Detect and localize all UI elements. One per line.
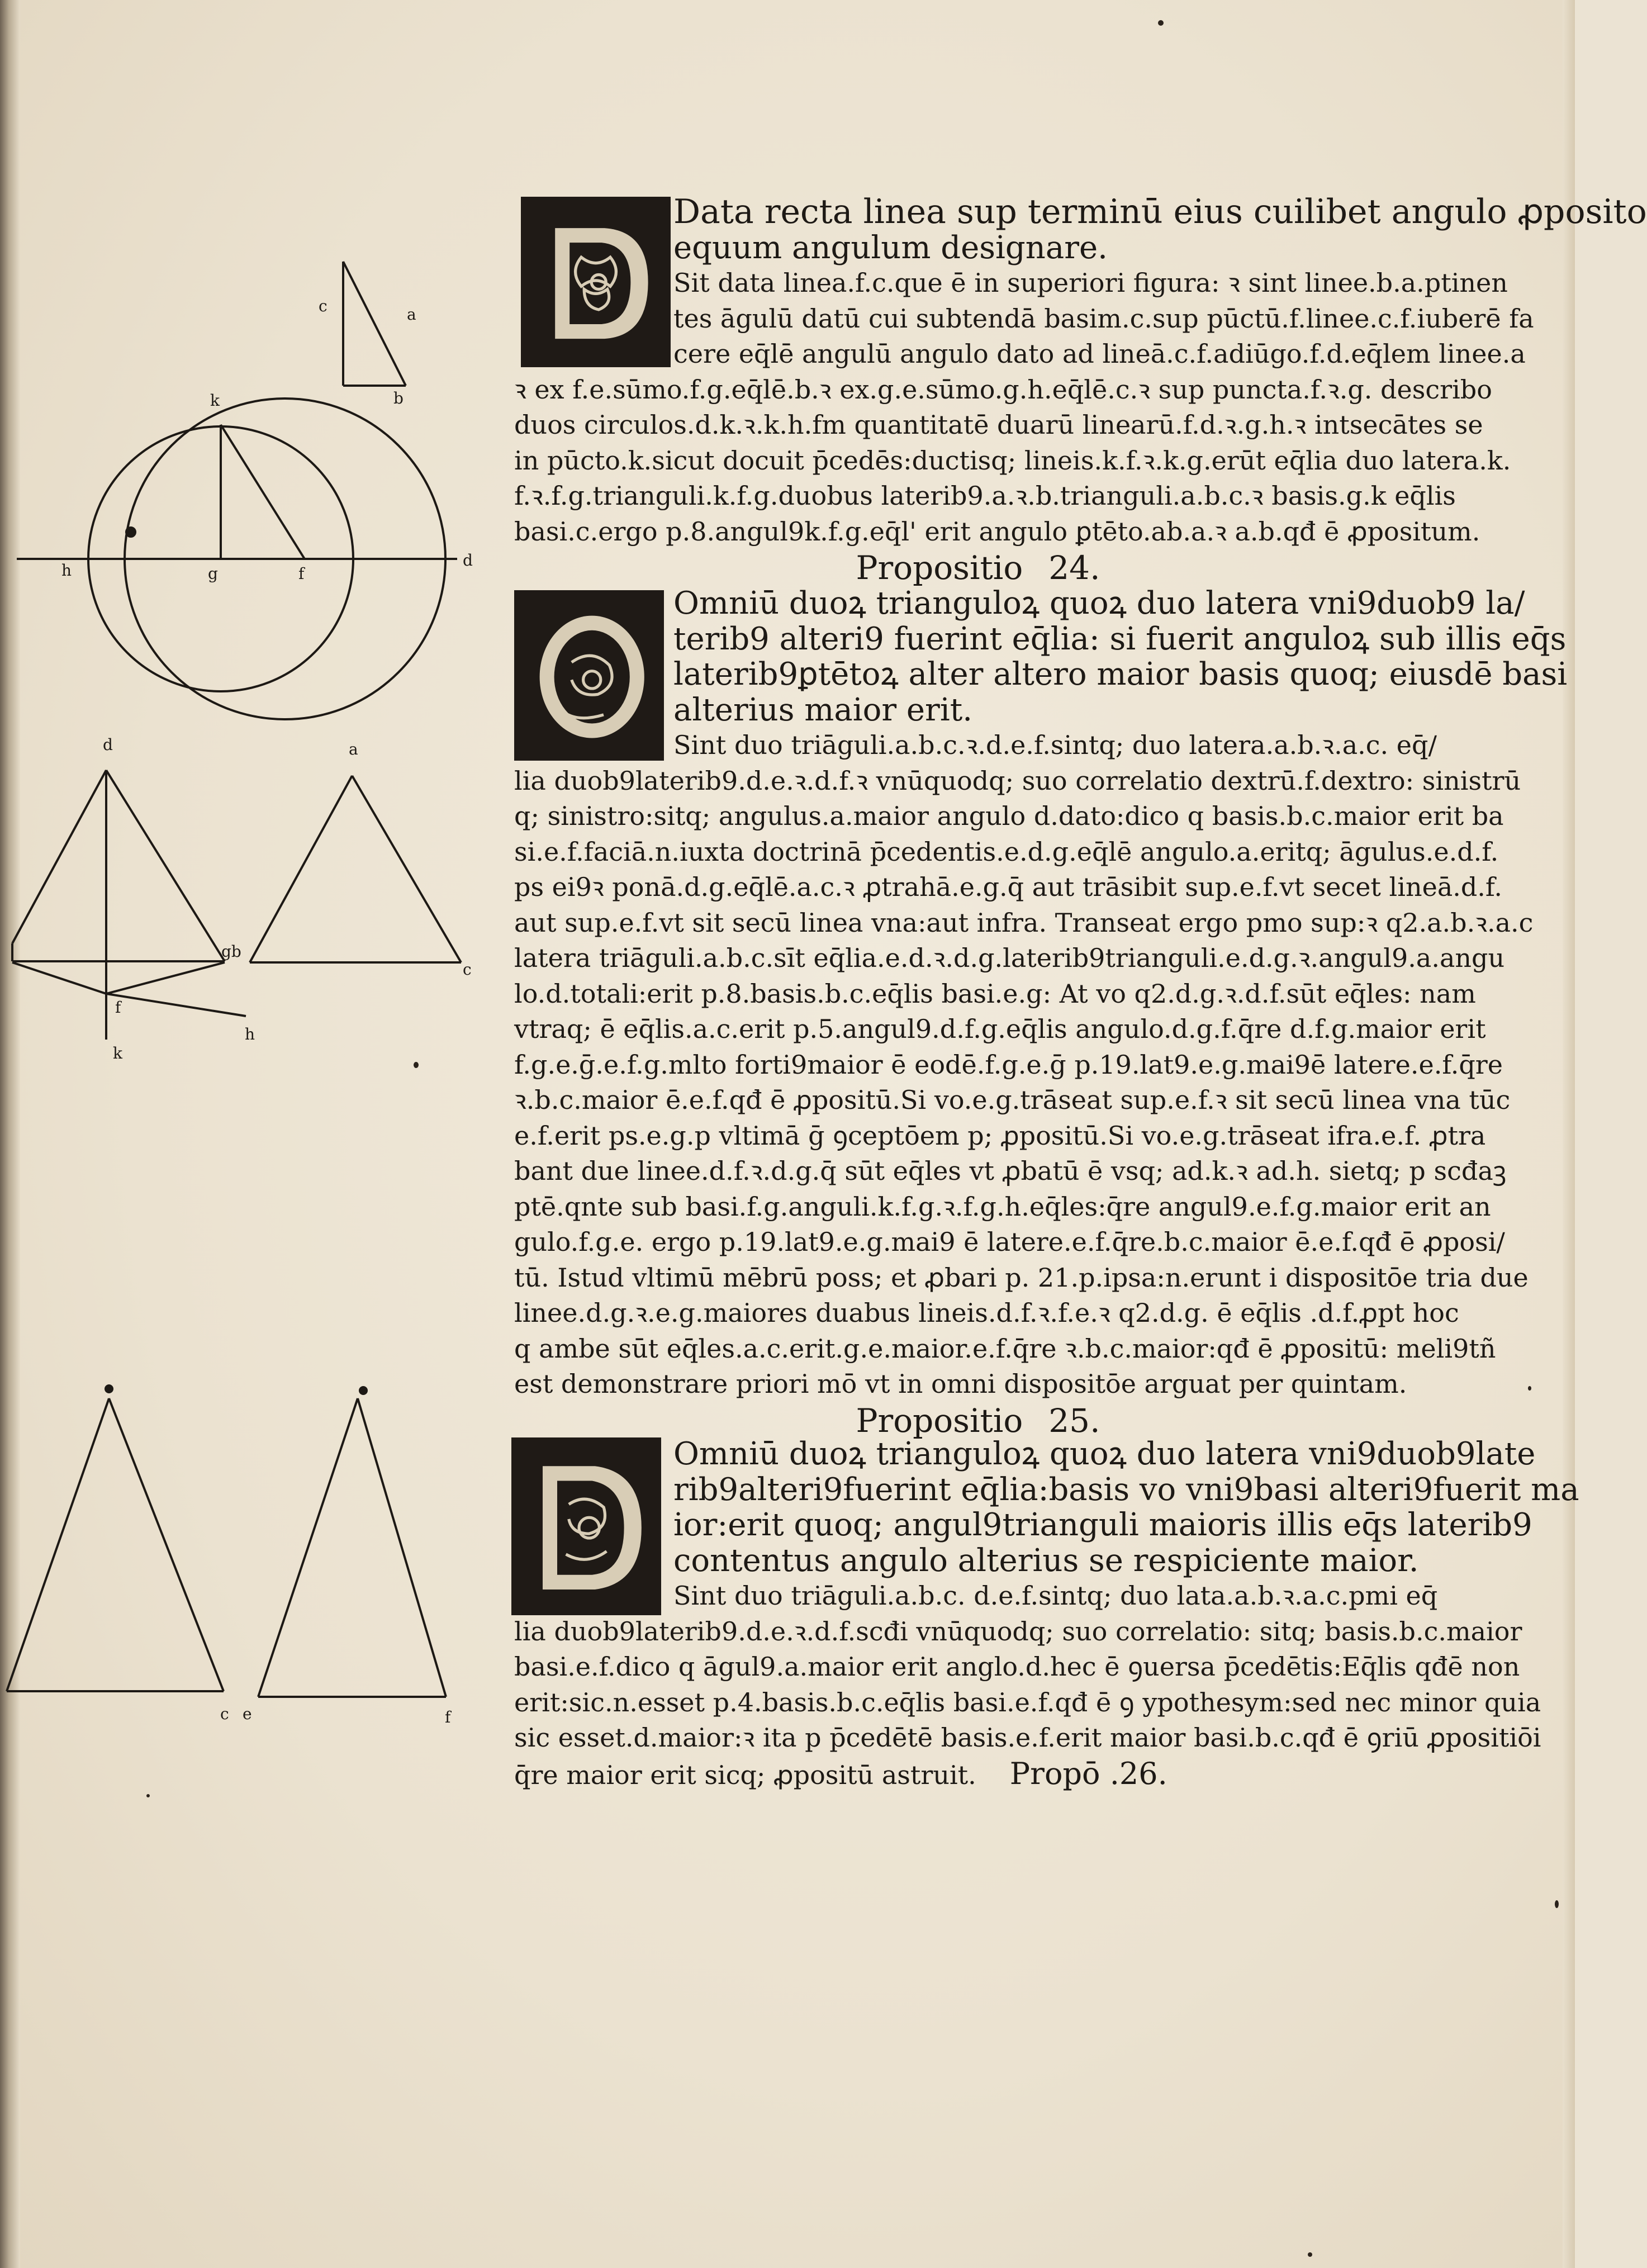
text-line: lo.d.totali:erit p.8.basis.b.c.eq̄lis basi.e.g: At vo q2.d.g.ꝛ.d.f.sūt eq̄les: nam	[514, 978, 1476, 1009]
text-line: Omniū duoꝝ trianguloꝝ quoꝝ duo latera vni9duob9late	[673, 1436, 1536, 1472]
text-line: ptē.qnte sub basi.f.g.anguli.k.f.g.ꝛ.f.g.h.eq̄les:q̄re angul9.e.f.g.maior erit an	[514, 1191, 1491, 1222]
text-line: vtraq; ē eq̄lis.a.c.erit p.5.angul9.d.f.g.eq̄lis angulo.d.g.f.q̄re d.f.g.maior erit	[514, 1014, 1486, 1044]
proposition-heading	[514, 1402, 1442, 1439]
fig-label: f	[445, 1708, 451, 1726]
text-line-content: q̄re maior erit sicq; ꝓpositū astruit.	[514, 1759, 976, 1790]
proposition-number: 25.	[1048, 1401, 1100, 1440]
fig-label: gb	[221, 942, 241, 961]
text-line: basi.c.ergo p.8.angul9k.f.g.eq̄l' erit angulo ꝑtēto.ab.a.ꝛ a.b.qđ ē ꝓpositum.	[514, 516, 1480, 547]
text-line: linee.d.g.ꝛ.e.g.maiores duabus lineis.d.f.ꝛ.f.e.ꝛ q2.d.g. ē eq̄lis .d.f.ꝓpt hoc	[514, 1298, 1459, 1328]
text-line: tes āgulū datū cui subtendā basim.c.sup pūctū.f.linee.c.f.iuberē fa	[673, 303, 1534, 334]
text-line: ps ei9ꝛ ponā.d.g.eq̄lē.a.c.ꝛ ꝓtrahā.e.g.q̄ aut trāsibit sup.e.f.vt secet lineā.d.f.	[514, 872, 1502, 902]
proposition-25-text	[514, 1436, 1579, 1791]
ink-spot	[1158, 20, 1164, 26]
fig-label: e	[243, 1705, 252, 1723]
text-line: lia duob9laterib9.d.e.ꝛ.d.f.ꝛ vnūquodq; suo correlatio dextrū.f.dextro: sinistrū	[514, 765, 1521, 796]
ink-spot	[146, 1794, 150, 1797]
text-line: terib9 alteri9 fuerint eq̄lia: si fuerit anguloꝝ sub illis eq̄s	[673, 620, 1567, 657]
fig-label: d	[463, 551, 473, 570]
fig-label: k	[210, 391, 220, 410]
fig-label: c	[319, 297, 327, 315]
ink-spot	[1555, 1900, 1559, 1908]
text-line: erit:sic.n.esset p.4.basis.b.c.eq̄lis basi.e.f.qđ ē ꝯ ypothesym:sed nec minor quia	[514, 1687, 1541, 1717]
fig-label: g	[208, 564, 218, 583]
proposition-heading	[514, 549, 1442, 586]
text-line: gulo.f.g.e. ergo p.19.lat9.e.g.mai9 ē latere.e.f.q̄re.b.c.maior ē.e.f.qđ ē ꝓposi/	[514, 1227, 1505, 1257]
text-line: Sit data linea.f.c.que ē in superiori figura: ꝛ sint linee.b.a.ptinen	[673, 268, 1508, 298]
text-line: equum angulum designare.	[673, 229, 1108, 266]
figure-two-triangles	[7, 1398, 446, 1697]
text-line: bant due linee.d.f.ꝛ.d.g.q̄ sūt eq̄les vt ꝓbatū ē vsq; ad.k.ꝛ ad.h. sietq; p scđaꝫ	[514, 1156, 1507, 1186]
text-line: laterib9ꝑtētoꝝ alter altero maior basis quoq; eiusdē basi	[673, 656, 1568, 692]
text-line: Sint duo triāguli.a.b.c.ꝛ.d.e.f.sintq; duo latera.a.b.ꝛ.a.c. eq̄/	[673, 730, 1437, 760]
next-proposition-reference: Propō .26.	[1009, 1755, 1167, 1791]
ink-spot	[1308, 2252, 1312, 2257]
proposition-24-text	[514, 585, 1568, 1440]
figure-two-circles	[17, 398, 457, 719]
figure-right-triangle	[343, 262, 406, 386]
text-line: est demonstrare priori mō vt in omni dispositōe arguat per quintam.	[514, 1369, 1407, 1399]
text-line: sic esset.d.maior:ꝛ ita p p̄cedētē basis.e.f.erit maior basi.b.c.qđ ē ꝯriū ꝓpositiōi	[514, 1723, 1541, 1753]
text-line: contentus angulo alterius se respiciente maior.	[673, 1542, 1419, 1579]
text-line: q; sinistro:sitq; angulus.a.maior angulo d.dato:dico q basis.b.c.maior erit ba	[514, 801, 1504, 831]
proposition-title: Propositio	[856, 1401, 1023, 1440]
text-line: Data recta linea sup terminū eius cuilibet angulo ꝓposito	[673, 192, 1647, 231]
fig-label: c	[463, 960, 472, 979]
fig-label: b	[393, 389, 404, 407]
proposition-23-text	[514, 192, 1647, 587]
text-line: Sint duo triāguli.a.b.c. d.e.f.sintq; duo lata.a.b.ꝛ.a.c.pmi eq̄	[673, 1581, 1438, 1611]
fig-label: a	[407, 305, 416, 324]
ink-spot	[1528, 1386, 1531, 1391]
fig-label: h	[245, 1025, 255, 1043]
proposition-number: 24.	[1048, 549, 1100, 587]
text-line: basi.e.f.dico q āgul9.a.maior erit anglo.d.hec ē ꝯuersa p̄cedētis:Eq̄lis qđē non	[514, 1652, 1520, 1682]
text-line	[514, 1756, 1442, 1792]
text-line: in pūcto.k.sicut docuit p̄cedēs:ductisq; lineis.k.f.ꝛ.k.g.erūt eq̄lia duo latera.k.	[514, 445, 1511, 476]
text-line: Omniū duoꝝ trianguloꝝ quoꝝ duo latera vni9duob9 la/	[673, 585, 1525, 621]
text-line: latera triāguli.a.b.c.sīt eq̄lia.e.d.ꝛ.d.g.laterib9trianguli.e.d.g.ꝛ.angul9.a.angu	[514, 943, 1505, 973]
text-line: alterius maior erit.	[673, 691, 973, 728]
fig-label: f	[298, 564, 305, 583]
page-edge	[1563, 0, 1575, 2268]
fig-label: c	[220, 1705, 229, 1723]
fig-label: a	[349, 740, 358, 758]
text-line: ꝛ ex f.e.sūmo.f.g.eq̄lē.b.ꝛ ex.g.e.sūmo.g.h.eq̄lē.c.ꝛ sup puncta.f.ꝛ.g. describo	[514, 374, 1492, 405]
fig-label: k	[113, 1044, 122, 1062]
text-line: ꝛ.b.c.maior ē.e.f.qđ ē ꝓpositū.Si vo.e.g.trāseat sup.e.f.ꝛ sit secū linea vna tūc	[514, 1085, 1511, 1115]
fig-label: d	[103, 736, 113, 754]
fig-label: f	[115, 998, 121, 1017]
proposition-title: Propositio	[856, 549, 1023, 587]
text-line: duos circulos.d.k.ꝛ.k.h.fm quantitatē duarū linearū.f.d.ꝛ.g.h.ꝛ intsecātes se	[514, 410, 1483, 440]
text-line: si.e.f.faciā.n.iuxta doctrinā p̄cedentis.e.d.g.eq̄lē angulo.a.eritq; āgulus.e.d.f.	[514, 836, 1499, 867]
text-line: q ambe sūt eq̄les.a.c.erit.g.e.maior.e.f.q̄re ꝛ.b.c.maior:qđ ē ꝓpositū: meli9tñ	[514, 1333, 1496, 1364]
text-line: e.f.erit ps.e.g.p vltimā ḡ ꝯceptōem p; ꝓpositū.Si vo.e.g.trāseat ifra.e.f. ꝓtra	[514, 1120, 1486, 1151]
text-line: cere eq̄lē angulū angulo dato ad lineā.c.f.adiūgo.f.d.eq̄lem linee.a	[673, 339, 1526, 369]
text-line: f.ꝛ.f.g.trianguli.k.f.g.duobus laterib9.a.ꝛ.b.trianguli.a.b.c.ꝛ basis.g.k eq̄lis	[514, 481, 1456, 511]
text-line: f.g.e.ḡ.e.f.g.mlto forti9maior ē eodē.f.g.e.ḡ p.19.lat9.e.g.mai9ē latere.e.f.q̄re	[514, 1049, 1503, 1080]
text-line: rib9alteri9fuerint eq̄lia:basis vo vni9basi alteri9fuerit ma	[673, 1471, 1579, 1508]
text-line: lia duob9laterib9.d.e.ꝛ.d.f.scđi vnūquodq; suo correlatio: sitq; basis.b.c.maior	[514, 1616, 1522, 1647]
figure-triangle-construction	[12, 770, 461, 1040]
geometric-figures	[0, 0, 503, 1788]
text-line: tū. Istud vltimū mēbrū poss; et ꝓbari p. 21.p.ipsa:n.erunt i dispositōe tria due	[514, 1262, 1529, 1293]
text-line: aut sup.e.f.vt sit secū linea vna:aut infra. Transeat ergo pmo sup:ꝛ q2.a.b.ꝛ.a.c	[514, 907, 1534, 938]
figure-labels	[61, 297, 473, 1726]
text-line: ior:erit quoq; angul9trianguli maioris illis eq̄s laterib9	[673, 1507, 1532, 1543]
fig-label: h	[61, 561, 72, 580]
